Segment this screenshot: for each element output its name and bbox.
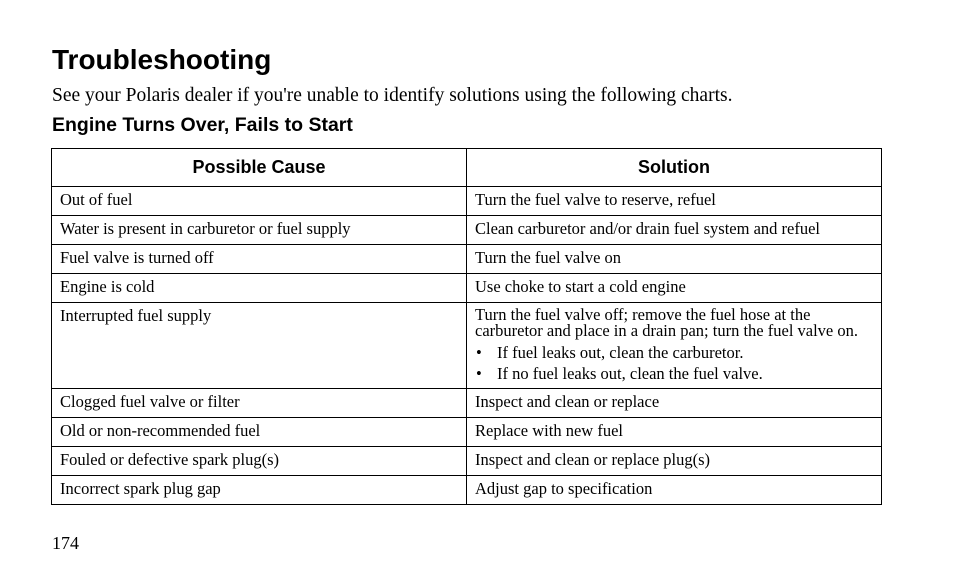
cause-cell: Old or non-recommended fuel [52,418,467,447]
bullet-text: If fuel leaks out, clean the carburetor. [497,343,744,362]
table-row [52,187,882,216]
solution-cell: Replace with new fuel [467,418,882,447]
cause-cell: Out of fuel [52,187,467,216]
solution-cell: Turn the fuel valve to reserve, refuel [467,187,882,216]
solution-bullet-list [475,342,873,384]
cause-cell: Interrupted fuel supply [52,303,467,389]
section-title: Engine Turns Over, Fails to Start [52,114,353,136]
solution-cell: Adjust gap to specification [467,476,882,505]
solution-text: Turn the fuel valve off; remove the fuel hose at the carburetor and place in a drain pan; turn the fuel valve on. [475,305,859,340]
bullet-icon: • [476,364,482,383]
solution-cell: Inspect and clean or replace [467,389,882,418]
solution-cell [467,303,882,389]
solution-cell: Clean carburetor and/or drain fuel system and refuel [467,216,882,245]
table-row [52,245,882,274]
table-row [52,216,882,245]
header-solution: Solution [467,149,882,187]
cause-cell: Clogged fuel valve or filter [52,389,467,418]
solution-bullet [475,342,873,363]
table-row [52,303,882,389]
cause-cell: Incorrect spark plug gap [52,476,467,505]
page-title: Troubleshooting [52,44,272,75]
cause-cell: Fouled or defective spark plug(s) [52,447,467,476]
page-number: 174 [52,533,79,553]
table-body [52,187,882,505]
header-possible-cause: Possible Cause [52,149,467,187]
table-header [52,149,882,187]
table-row [52,274,882,303]
solution-cell: Inspect and clean or replace plug(s) [467,447,882,476]
cause-cell: Fuel valve is turned off [52,245,467,274]
bullet-icon: • [476,343,482,362]
cause-cell: Engine is cold [52,274,467,303]
bullet-text: If no fuel leaks out, clean the fuel valve. [497,364,763,383]
table-row [52,447,882,476]
intro-text: See your Polaris dealer if you're unable to identify solutions using the following charts. [52,85,733,106]
solution-bullet [475,363,873,384]
table-header-row [52,149,882,187]
troubleshooting-table [51,148,882,505]
table-row [52,418,882,447]
table-row [52,476,882,505]
solution-cell: Turn the fuel valve on [467,245,882,274]
solution-cell: Use choke to start a cold engine [467,274,882,303]
table-row [52,389,882,418]
cause-cell: Water is present in carburetor or fuel supply [52,216,467,245]
